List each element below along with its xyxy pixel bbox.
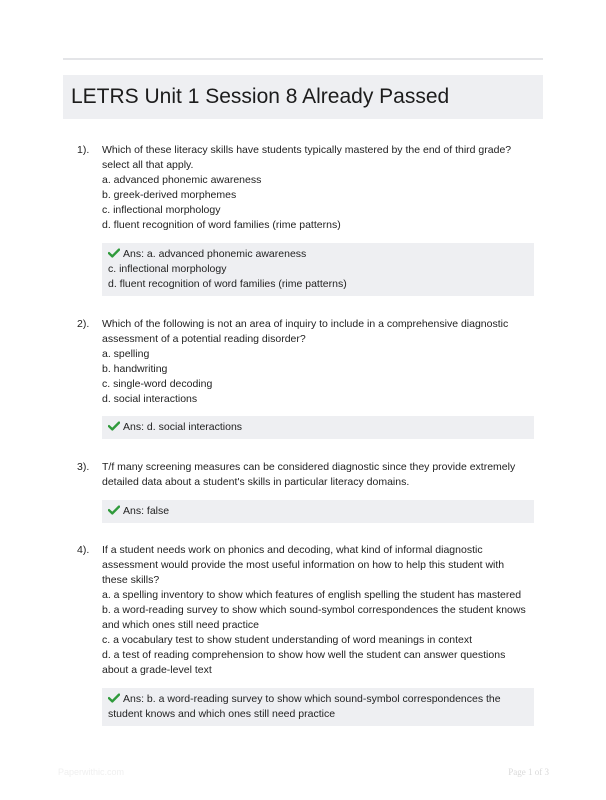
option-b: b. greek-derived morphemes (102, 189, 237, 201)
question-text (102, 460, 532, 490)
answer-box-3 (102, 500, 534, 523)
question-line: Which of these literacy skills have students typically mastered by the end of third grade? (102, 144, 512, 156)
footer-watermark: Paperwithic.com (58, 767, 125, 777)
option-a: a. spelling (102, 348, 150, 360)
question-number: 3). (77, 461, 90, 473)
question-number: 1). (77, 144, 90, 156)
answer-line: Ans: false (123, 505, 170, 517)
option-c: c. a vocabulary test to show student understanding of word meanings in context (102, 634, 473, 646)
option-d: d. social interactions (102, 393, 198, 405)
option-d-continued: about a grade-level text (102, 664, 212, 676)
answer-box-1 (102, 243, 534, 296)
checkmark-icon (108, 421, 120, 431)
answer-line: d. fluent recognition of word families (rime patterns) (108, 278, 347, 290)
question-line: T/f many screening measures can be considered diagnostic since they provide extremely (102, 461, 516, 473)
question-line: If a student needs work on phonics and decoding, what kind of informal diagnostic (102, 544, 483, 556)
option-a: a. advanced phonemic awareness (102, 174, 262, 186)
option-b: b. handwriting (102, 363, 168, 375)
answer-box-4 (102, 688, 534, 726)
answer-box-2 (102, 416, 534, 439)
option-b-continued: and which ones still need practice (102, 619, 260, 631)
page-number: Page 1 of 3 (508, 767, 549, 777)
option-d: d. fluent recognition of word families (rime patterns) (102, 219, 341, 231)
question-text (102, 143, 532, 233)
option-c: c. single-word decoding (102, 378, 213, 390)
question-line: assessment would provide the most useful information on how to help this student with (102, 559, 505, 571)
option-d: d. a test of reading comprehension to show how well the student can answer questions (102, 649, 506, 661)
question-line: these skills? (102, 574, 160, 586)
question-text (102, 317, 532, 407)
question-line: Which of the following is not an area of inquiry to include in a comprehensive diagnostic (102, 318, 509, 330)
answer-line: Ans: a. advanced phonemic awareness (123, 248, 307, 260)
answer-line: Ans: d. social interactions (123, 421, 243, 433)
answer-line: Ans: b. a word-reading survey to show which sound-symbol correspondences the (123, 693, 501, 705)
top-divider (63, 58, 543, 60)
question-line: assessment of a potential reading disorder? (102, 333, 306, 345)
question-number: 2). (77, 318, 90, 330)
question-line: detailed data about a student's skills in particular literacy domains. (102, 476, 410, 488)
answer-line: student knows and which ones still need practice (108, 708, 336, 720)
option-a: a. a spelling inventory to show which features of english spelling the student has mastered (102, 589, 522, 601)
question-line: select all that apply. (102, 159, 194, 171)
page-title: LETRS Unit 1 Session 8 Already Passed (71, 85, 450, 108)
option-b: b. a word-reading survey to show which sound-symbol correspondences the student knows (102, 604, 526, 616)
option-c: c. inflectional morphology (102, 204, 221, 216)
title-banner (63, 75, 543, 119)
checkmark-icon (108, 248, 120, 258)
question-text (102, 543, 542, 678)
checkmark-icon (108, 505, 120, 515)
checkmark-icon (108, 693, 120, 703)
answer-line: c. inflectional morphology (108, 263, 227, 275)
question-number: 4). (77, 544, 90, 556)
